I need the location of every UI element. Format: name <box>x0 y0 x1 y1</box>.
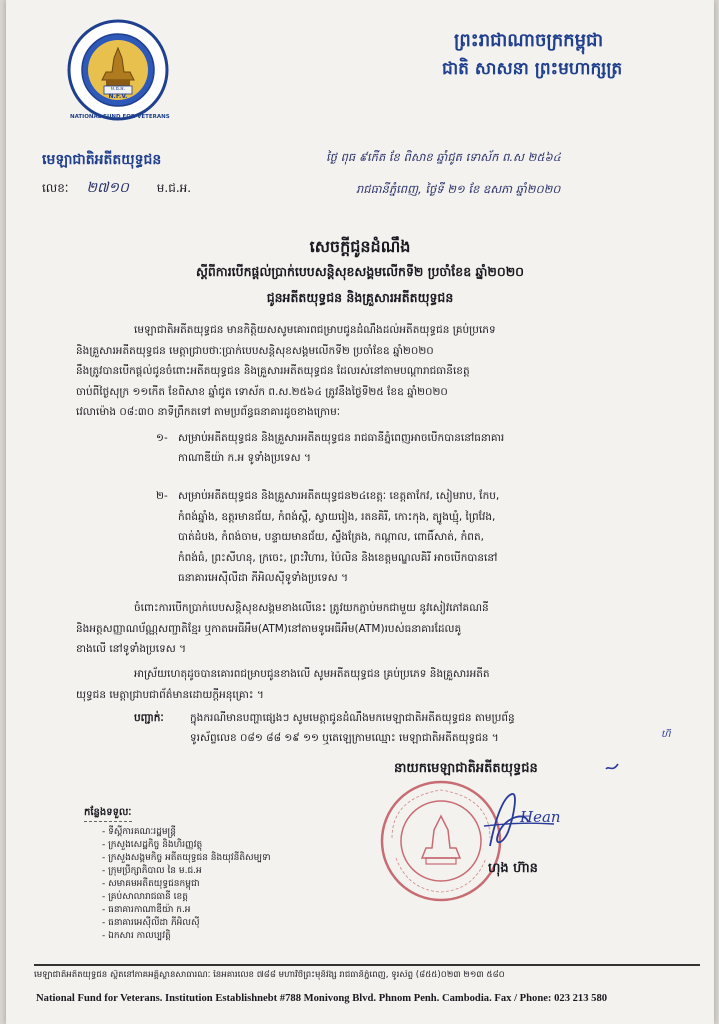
document-title: សេចក្ដីជូនដំណឹង <box>309 237 411 256</box>
reference-number: ២៧១០ <box>86 180 129 196</box>
distribution-item: - ឯកសារ កាលប្បវត្តិ <box>102 931 171 941</box>
logo-caption: NATIONAL FUND FOR VETERANS <box>70 114 170 120</box>
distribution-item: - ក្រុមប្រឹក្សាភិបាល នៃ ម.ជ.អ <box>102 866 202 876</box>
list-item-1-number: ១- <box>156 432 168 444</box>
distribution-item: - ធនាគារអេស៊ីលីដា ភីអិលស៊ី <box>102 918 200 928</box>
distribution-item: - គ្រប់សាលារាជធានី ខេត្ត <box>102 892 188 902</box>
distribution-item: - ទីស្ដីការគណៈរដ្ឋមន្ត្រី <box>102 827 176 837</box>
body-paragraph-3 <box>76 664 676 705</box>
footer-english-address: National Fund for Veterans. Institution Establishnebt #788 Monivong Blvd. Phnom Penh. Cambodia. Fax / Phone: 023 213 580 <box>36 993 608 1004</box>
document-subtitle-1: ស្ដីពីការបើកផ្ដល់ប្រាក់បេបសន្តិសុខសង្គមលើកទី២ ប្រចាំខែឧ ឆ្នាំ២០២០ <box>195 264 525 279</box>
reference-label: លេខៈ <box>42 181 69 195</box>
note-label: បញ្ជាក់ៈ <box>134 712 164 724</box>
paragraph-1-line-5: វេលាម៉ោង ០៨:៣០ នាទីព្រឹកតទៅ តាមប្រព័ន្ធធនាគារដូចខាងក្រោមៈ <box>76 406 341 418</box>
solar-date: រាជធានីភ្នំពេញ, ថ្ងៃទី ២១ ខែ ឧសភា ឆ្នាំ២០២០ <box>356 182 561 196</box>
footer-rule <box>34 964 700 966</box>
paragraph-3-line-1: អាស្រ័យហេតុដូចបានគោរពជម្រាបជូនខាងលើ សូមអតីតយុទ្ធជន គ្រប់ប្រភេទ និងគ្រួសារអតីត <box>134 668 490 680</box>
small-check-mark <box>604 760 620 779</box>
list-item-1-line-2: កាណាឌីយ៉ា ក.អ ទូទាំងប្រទេស ។ <box>178 452 311 464</box>
handwritten-initial-mark: ហ៊ <box>661 729 671 740</box>
list-item-1-line-1: សម្រាប់អតីតយុទ្ធជន និងគ្រួសារអតីតយុទ្ធជន រាជធានីភ្នំពេញអាចបើកបាននៅធនាគារ <box>178 432 505 444</box>
list-item-2-line-4: កំពង់ធំ, ព្រះសីហនុ, ក្រចេះ, ព្រះវិហារ, ប៉ៃលិន និងខេត្តមណ្ឌលគិរី អាចបើកបាននៅ <box>178 551 498 564</box>
distribution-list <box>84 800 271 943</box>
list-item-2-number: ២- <box>156 490 168 502</box>
handwritten-signature <box>474 786 584 856</box>
note-block <box>134 708 694 748</box>
paragraph-2-line-2: និងអត្តសញ្ញាណប័ណ្ណសញ្ជាតិខ្មែរ ឬកាតអេធីអឹម(ATM)នៅតាមទូអេធីអឹម(ATM)របស់ធនាគារដែលគូ <box>76 622 462 635</box>
reference-number-row <box>42 178 191 199</box>
list-item-2-line-5: ធនាគារអេស៊ីលីដា ភីអិលស៊ីទូទាំងប្រទេស ។ <box>178 572 349 584</box>
national-motto: ជាតិ សាសនា ព្រះមហាក្សត្រ <box>442 59 623 79</box>
signatory-title: នាយកមេឡាជាតិអតីតយុទ្ធជន <box>394 761 538 776</box>
list-item-2-line-2: កំពង់ឆ្នាំង, ឧត្តរមានជ័យ, កំពង់ស្ពឺ, ស្វាយរៀង, រតនគិរី, កោះកុង, ត្បូងឃ្មុំ, ព្រៃវែង, <box>178 510 496 523</box>
distribution-list-label: កន្លែងទទួលៈ <box>84 805 132 822</box>
signatory-name: ហុង ហ៊ាន <box>488 861 538 876</box>
paragraph-1-line-3: នឹងត្រូវបានបើកផ្ដល់ជូនចំពោះអតីតយុទ្ធជន និងគ្រួសារអតីតយុទ្ធជន ដែលរស់នៅតាមបណ្ដារាជធានីខេត្ត <box>76 365 470 377</box>
organization-name: មេឡាជាតិអតីតយុទ្ធជន <box>42 152 162 168</box>
logo-abbreviation-en: N.F.V. <box>108 93 128 100</box>
list-item-2-line-1: សម្រាប់អតីតយុទ្ធជន និងគ្រួសារអតីតយុទ្ធជន២៤ខេត្តៈ ខេត្តតាកែវ, សៀមរាប, កែប, <box>178 490 500 502</box>
paragraph-2-line-3: ខាងលើ នៅទូទាំងប្រទេស ។ <box>76 643 187 655</box>
body-paragraph-1 <box>76 320 676 423</box>
distribution-item: - សមាគមអតីតយុទ្ធជនកម្ពុជា <box>102 879 200 889</box>
paragraph-3-line-2: យុទ្ធជន មេត្តាជ្រាបជាព័ត៌មានដោយក្ដីអនុគ្រោះ ។ <box>76 688 264 701</box>
note-line-2: ទូរស័ព្ទលេខ ០៨១ ៨៨ ១៩ ១១ ឬតេឡេក្រាមឈ្មោះ មេឡាជាតិអតីតយុទ្ធជន ។ <box>190 732 499 744</box>
distribution-item: - ធនាគារកាណាឌីយ៉ា ក.អ <box>102 905 191 915</box>
distribution-item: - ក្រសួងសេដ្ឋកិច្ច និងហិរញ្ញវត្ថុ <box>102 840 203 850</box>
distribution-item: - ក្រសួងសង្គមកិច្ច អតីតយុទ្ធជន និងយុវនីតិសម្បទា <box>102 853 271 863</box>
document-page <box>6 0 714 1024</box>
footer-khmer-address: មេឡាជាតិអតីតយុទ្ធជន ស្ថិតនៅភាគអគ្គិស្ថានសាធារណៈ នៃអគារលេខ ៧៨៨ មហាវិថីព្រះមុនីវង្ស រាជធានីភ្នំពេញ, ទូរស័ព្ទ (៨៥៥)០២៣ ២១៣ ៥៨០ <box>34 970 505 980</box>
list-item-1 <box>156 428 676 468</box>
list-item-2 <box>156 486 676 589</box>
list-item-2-line-3: បាត់ដំបង, កំពង់ចាម, បន្ទាយមានជ័យ, ស្ទឹងត្រែង, កណ្ដាល, ពោធិ៍សាត់, កំពត, <box>178 531 484 543</box>
kingdom-heading: ព្រះរាជាណាចក្រកម្ពុជា <box>454 30 604 51</box>
paragraph-1-line-1: មេឡាជាតិអតីតយុទ្ធជន មានកិត្តិយសសូមគោរពជម្រាបជូនដំណឹងដល់អតីតយុទ្ធជន គ្រប់ប្រភេទ <box>134 324 496 336</box>
document-subtitle-2: ជូនអតីតយុទ្ធជន និងគ្រួសារអតីតយុទ្ធជន <box>266 290 454 305</box>
paragraph-2-line-1: ចំពោះការបើកប្រាក់បេបសន្តិសុខសង្គមខាងលើនេះ ត្រូវយកភ្ជាប់មកជាមួយ នូវសៀវភៅគណនី <box>134 602 489 614</box>
lunar-date: ថ្ងៃ ពុធ ៩កើត ខែ ពិសាខ ឆ្នាំជូត ទោស័ក ព.ស ២៥៦៤ <box>326 150 561 164</box>
reference-suffix: ម.ជ.អ. <box>156 181 192 195</box>
body-paragraph-2 <box>76 598 676 660</box>
logo-abbreviation-khmer: ម.ជ.អ. <box>110 86 126 92</box>
organization-logo <box>66 18 170 122</box>
note-line-1: ក្នុងករណីមានបញ្ហាផ្សេងៗ សូមមេត្តាជូនដំណឹងមកមេឡាជាតិអតីតយុទ្ធជន តាមប្រព័ន្ធ <box>190 712 515 724</box>
signature-text: Hean <box>520 808 561 826</box>
paragraph-1-line-4: ចាប់ពីថ្ងៃសុក្រ ១១កើត ខែពិសាខ ឆ្នាំជូត ទោស័ក ព.ស.២៥៦៤ ត្រូវនឹងថ្ងៃទី២៥ ខែឧ ឆ្នាំ២០២០ <box>76 385 448 398</box>
paragraph-1-line-2: និងគ្រួសារអតីតយុទ្ធជន មេត្តាជ្រាបថាៈប្រាក់បេបសន្តិសុខសង្គមលើកទី២ ប្រចាំខែឧ ឆ្នាំ២០២០ <box>76 344 434 357</box>
